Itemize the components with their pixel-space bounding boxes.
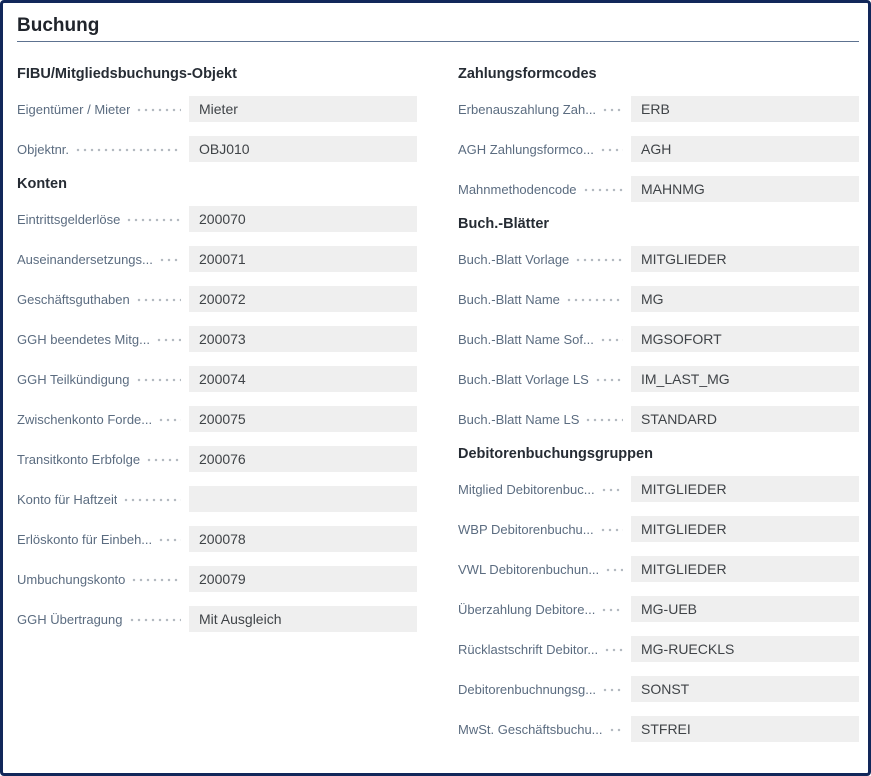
field-input[interactable]: Mit Ausgleich — [189, 606, 417, 632]
title-divider — [17, 41, 859, 42]
dotted-leader — [596, 366, 623, 392]
field-label: Eigentümer / Mieter — [17, 101, 131, 117]
dotted-leader — [137, 96, 181, 122]
field-label: Eintrittsgelderlöse — [17, 211, 121, 227]
dotted-leader — [586, 406, 623, 432]
dotted-leader — [137, 366, 182, 392]
field-label: Buch.-Blatt Name — [458, 291, 560, 307]
field-input[interactable]: IM_LAST_MG — [631, 366, 859, 392]
field-input[interactable]: MG — [631, 286, 859, 312]
form-field — [458, 96, 859, 122]
field-label: Mitglied Debitorenbuc... — [458, 481, 595, 497]
field-label: Buch.-Blatt Vorlage — [458, 251, 570, 267]
field-label: Überzahlung Debitore... — [458, 601, 596, 617]
form-field — [458, 516, 859, 542]
dotted-leader — [130, 606, 182, 632]
form-field — [17, 326, 417, 352]
field-input[interactable]: Mieter — [189, 96, 417, 122]
field-input[interactable]: STFREI — [631, 716, 859, 742]
field-label: Objektnr. — [17, 141, 70, 157]
field-input[interactable]: ERB — [631, 96, 859, 122]
form-field — [458, 406, 859, 432]
form-field — [458, 636, 859, 662]
field-label: AGH Zahlungsformco... — [458, 141, 594, 157]
field-input[interactable]: OBJ010 — [189, 136, 417, 162]
dotted-leader — [159, 526, 181, 552]
group-heading: Buch.-Blätter — [458, 216, 550, 232]
group-heading: Zahlungsformcodes — [458, 66, 597, 82]
dotted-leader — [601, 136, 623, 162]
dotted-leader — [601, 326, 623, 352]
field-input[interactable]: 200073 — [189, 326, 417, 352]
form-field — [458, 716, 859, 742]
dotted-leader — [137, 286, 181, 312]
form-field — [458, 246, 859, 272]
form-field — [17, 246, 417, 272]
field-label: Auseinandersetzungs... — [17, 251, 153, 267]
dotted-leader — [76, 136, 181, 162]
field-label: Konto für Haftzeit — [17, 491, 118, 507]
dotted-leader — [576, 246, 623, 272]
field-input[interactable]: AGH — [631, 136, 859, 162]
dotted-leader — [603, 96, 623, 122]
field-input[interactable]: 200072 — [189, 286, 417, 312]
field-label: GGH Übertragung — [17, 611, 123, 627]
form-column — [458, 58, 859, 756]
field-input[interactable]: MG-RUECKLS — [631, 636, 859, 662]
dotted-leader — [606, 556, 623, 582]
field-input[interactable]: MGSOFORT — [631, 326, 859, 352]
form-field — [458, 476, 859, 502]
form-field — [17, 366, 417, 392]
form-field — [17, 136, 417, 162]
group-heading: Konten — [17, 176, 67, 192]
form-field — [17, 286, 417, 312]
field-label: Buch.-Blatt Name LS — [458, 411, 580, 427]
dotted-leader — [124, 486, 181, 512]
field-label: Buch.-Blatt Name Sof... — [458, 331, 594, 347]
form-field — [17, 406, 417, 432]
dotted-leader — [584, 176, 623, 202]
form-field — [458, 326, 859, 352]
field-input[interactable]: SONST — [631, 676, 859, 702]
field-input[interactable]: 200074 — [189, 366, 417, 392]
field-input[interactable]: MAHNMG — [631, 176, 859, 202]
field-label: Buch.-Blatt Vorlage LS — [458, 371, 589, 387]
field-input[interactable] — [189, 486, 417, 512]
field-input[interactable]: 200071 — [189, 246, 417, 272]
field-label: Zwischenkonto Forde... — [17, 411, 153, 427]
dotted-leader — [127, 206, 181, 232]
dotted-leader — [601, 516, 623, 542]
dotted-leader — [603, 676, 623, 702]
form-field — [458, 366, 859, 392]
form-page — [3, 13, 868, 756]
form-column — [17, 58, 417, 756]
form-field — [17, 206, 417, 232]
field-input[interactable]: 200075 — [189, 406, 417, 432]
field-label: Erbenauszahlung Zah... — [458, 101, 597, 117]
group-heading: FIBU/Mitgliedsbuchungs-Objekt — [17, 66, 237, 82]
form-field — [17, 486, 417, 512]
field-input[interactable]: STANDARD — [631, 406, 859, 432]
field-input[interactable]: MITGLIEDER — [631, 556, 859, 582]
form-columns — [17, 58, 859, 756]
field-label: Geschäftsguthaben — [17, 291, 130, 307]
field-label: GGH beendetes Mitg... — [17, 331, 150, 347]
form-field — [458, 286, 859, 312]
field-input[interactable]: MITGLIEDER — [631, 476, 859, 502]
field-input[interactable]: MITGLIEDER — [631, 516, 859, 542]
form-field — [458, 556, 859, 582]
form-field — [458, 596, 859, 622]
field-input[interactable]: MITGLIEDER — [631, 246, 859, 272]
field-label: VWL Debitorenbuchun... — [458, 561, 600, 577]
group-heading: Debitorenbuchungsgruppen — [458, 446, 653, 462]
form-field — [458, 136, 859, 162]
field-input[interactable]: 200070 — [189, 206, 417, 232]
dotted-leader — [602, 476, 623, 502]
dotted-leader — [610, 716, 623, 742]
field-input[interactable]: MG-UEB — [631, 596, 859, 622]
field-label: Umbuchungskonto — [17, 571, 126, 587]
dotted-leader — [160, 246, 181, 272]
field-label: GGH Teilkündigung — [17, 371, 130, 387]
field-label: Rücklastschrift Debitor... — [458, 641, 599, 657]
form-field — [458, 176, 859, 202]
field-label: Transitkonto Erbfolge — [17, 451, 141, 467]
field-label: Erlöskonto für Einbeh... — [17, 531, 153, 547]
dotted-leader — [132, 566, 181, 592]
form-field — [17, 606, 417, 632]
field-input[interactable]: 200078 — [189, 526, 417, 552]
field-input[interactable]: 200076 — [189, 446, 417, 472]
field-label: WBP Debitorenbuchu... — [458, 521, 594, 537]
form-field — [17, 446, 417, 472]
field-input[interactable]: 200079 — [189, 566, 417, 592]
page-title[interactable]: Buchung — [17, 15, 100, 36]
dotted-leader — [157, 326, 181, 352]
dotted-leader — [159, 406, 181, 432]
field-label: MwSt. Geschäftsbuchu... — [458, 721, 603, 737]
form-field — [17, 526, 417, 552]
form-field — [17, 96, 417, 122]
dotted-leader — [602, 596, 623, 622]
dotted-leader — [605, 636, 623, 662]
dotted-leader — [567, 286, 623, 312]
field-label: Mahnmethodencode — [458, 181, 577, 197]
dotted-leader — [147, 446, 181, 472]
field-label: Debitorenbuchnungsg... — [458, 681, 597, 697]
form-field — [458, 676, 859, 702]
form-field — [17, 566, 417, 592]
